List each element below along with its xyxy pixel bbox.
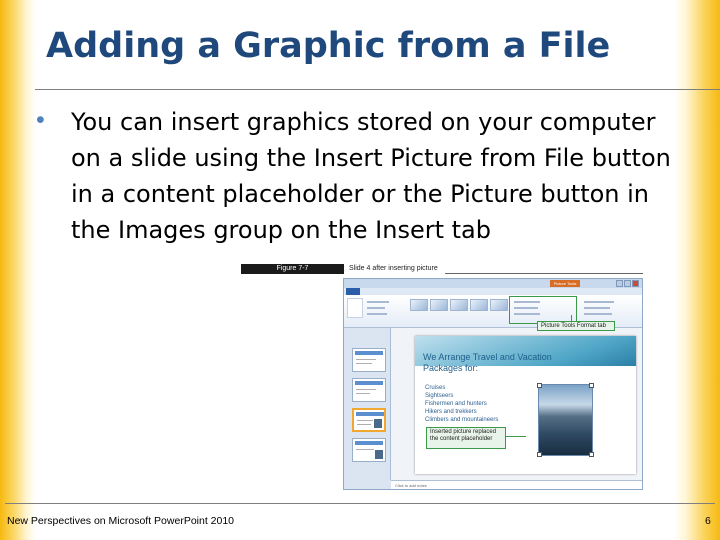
figure-tag: Figure 7-7	[241, 264, 344, 274]
ribbon-option-line	[367, 313, 387, 315]
figure-screenshot	[241, 264, 643, 490]
slide-preview-item: Fishermen and hunters	[425, 401, 487, 407]
picture-style-thumb	[470, 299, 488, 311]
ribbon-option-line	[584, 307, 610, 309]
ribbon-option-line	[367, 307, 385, 309]
slide-editing-pane	[391, 328, 642, 480]
close-icon	[632, 280, 639, 287]
picture-style-thumb	[410, 299, 428, 311]
footer-text: New Perspectives on Microsoft PowerPoint 2010	[7, 515, 235, 527]
maximize-icon	[624, 280, 631, 287]
window-titlebar	[344, 279, 642, 288]
slide-thumbnails-pane	[344, 328, 391, 480]
callout-pointer	[571, 315, 572, 322]
ribbon-tabs	[344, 288, 642, 295]
picture-style-thumb	[430, 299, 448, 311]
slide-preview-item: Cruises	[425, 385, 446, 391]
bullet-text: You can insert graphics stored on your computer on a slide using the Insert Picture from File button in a content placeholder or the Picture button in the Images group on the Insert tab	[71, 108, 671, 244]
picture-style-thumb	[450, 299, 468, 311]
slide-preview-list	[425, 384, 525, 424]
minimize-icon	[616, 280, 623, 287]
notes-placeholder: Click to add notes	[395, 483, 427, 488]
slide-preview	[415, 336, 636, 474]
ribbon-option-line	[367, 301, 389, 303]
inserted-picture	[538, 384, 593, 456]
picture-style-thumb	[490, 299, 508, 311]
window-controls	[616, 280, 640, 287]
bullet-marker: •	[36, 106, 45, 134]
slide-preview-item: Sightseers	[425, 393, 454, 399]
ribbon-option-line	[514, 307, 538, 309]
file-tab	[346, 288, 360, 295]
slide-thumbnail	[352, 348, 386, 372]
right-accent-band	[674, 0, 720, 540]
ribbon-option-line	[514, 301, 540, 303]
title-divider	[35, 89, 720, 90]
slide-title: Adding a Graphic from a File	[46, 26, 611, 66]
footer-divider	[5, 503, 715, 504]
slide-thumbnail	[352, 378, 386, 402]
slide-preview-title: We Arrange Travel and Vacation Packages for:	[423, 352, 552, 373]
resize-handle	[537, 452, 542, 457]
resize-handle	[589, 452, 594, 457]
resize-handle	[589, 383, 594, 388]
page-number: 6	[705, 515, 711, 527]
figure-caption-text: Slide 4 after inserting picture	[349, 265, 438, 272]
context-tab-picture-tools: Picture Tools	[550, 280, 580, 287]
slide-preview-item: Hikers and trekkers	[425, 409, 477, 415]
callout-inserted-picture: Inserted picture replaced the content placeholder	[426, 427, 506, 449]
powerpoint-window	[343, 278, 643, 490]
ribbon-option-line	[584, 301, 614, 303]
ribbon-option-line	[514, 313, 540, 315]
callout-pointer	[506, 436, 526, 437]
callout-format-tab: Picture Tools Format tab	[537, 321, 615, 331]
slide-preview-item: Climbers and mountaineers	[425, 417, 499, 423]
ribbon-option-line	[584, 313, 612, 315]
left-accent-band	[0, 0, 36, 540]
figure-caption	[241, 264, 643, 274]
ribbon-large-button	[347, 298, 363, 318]
notes-pane	[391, 480, 642, 490]
figure-caption-rule	[445, 273, 643, 274]
slide-thumbnail-selected	[352, 408, 386, 432]
resize-handle	[537, 383, 542, 388]
slide-thumbnail	[352, 438, 386, 462]
